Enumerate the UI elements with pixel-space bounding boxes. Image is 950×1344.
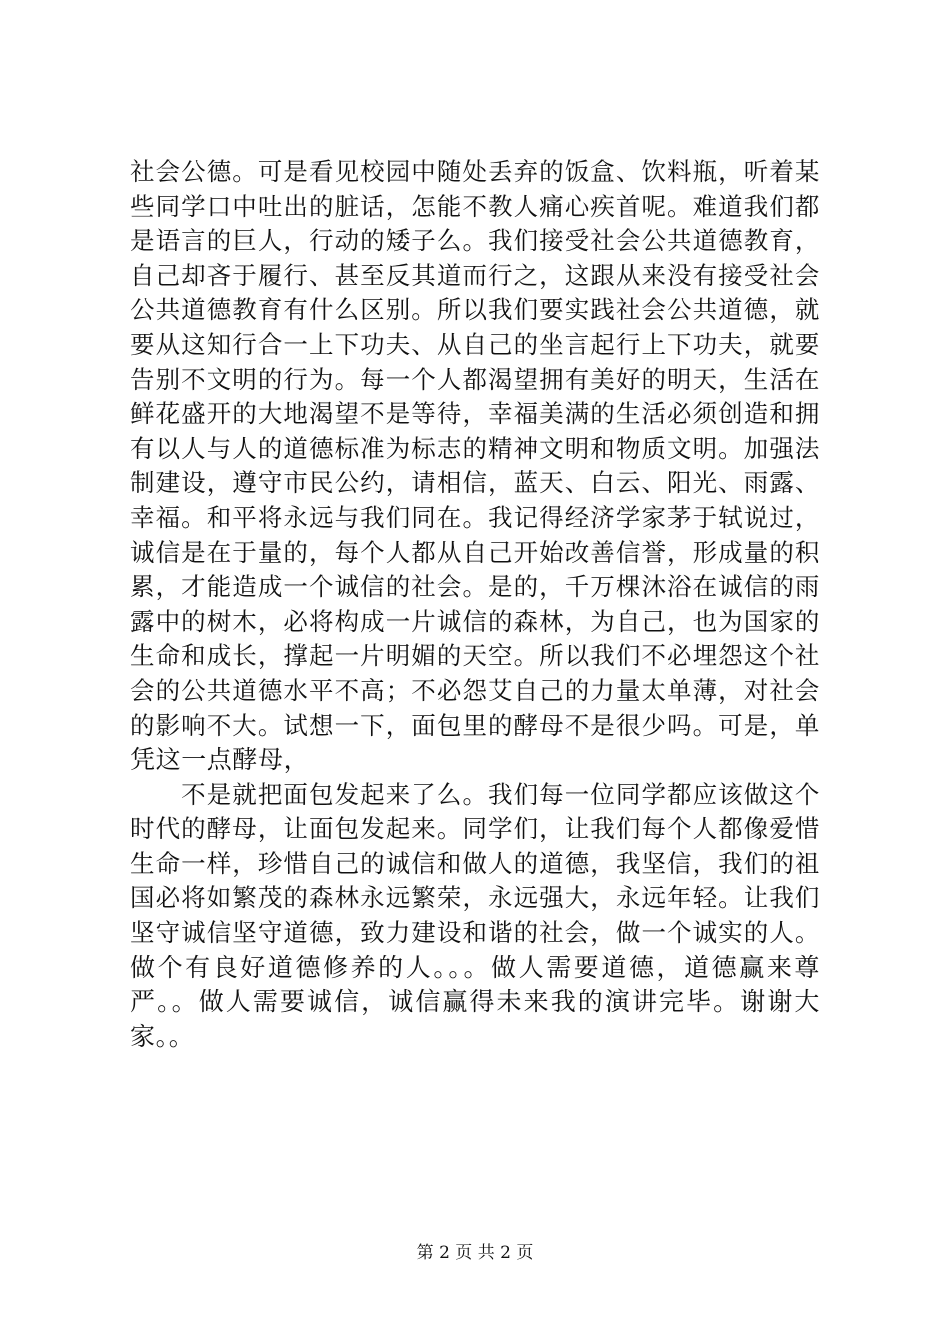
text-line: 生命和成长，撑起一片明媚的天空。所以我们不必埋怨这个社 (130, 641, 820, 671)
text-line: 严。。做人需要诚信，诚信赢得未来我的演讲完毕。谢谢大 (130, 987, 820, 1017)
text-line: 累，才能造成一个诚信的社会。是的，千万棵沐浴在诚信的雨 (130, 572, 820, 602)
text-line: 家。。 (130, 1021, 195, 1051)
text-line: 露中的树木，必将构成一片诚信的森林，为自己，也为国家的 (130, 606, 820, 636)
text-line: 幸福。和平将永远与我们同在。我记得经济学家茅于轼说过， (130, 502, 820, 532)
text-line: 自己却吝于履行、甚至反其道而行之，这跟从来没有接受社会 (130, 260, 820, 290)
text-line: 坚守诚信坚守道德，致力建设和谐的社会，做一个诚实的人。 (130, 918, 820, 948)
text-line: 不是就把面包发起来了么。我们每一位同学都应该做这个 (130, 779, 820, 809)
text-line: 凭这一点酵母， (130, 745, 310, 775)
text-line: 做个有良好道德修养的人。。。做人需要道德，道德赢来尊 (130, 952, 820, 982)
text-line: 告别不文明的行为。每一个人都渴望拥有美好的明天，生活在 (130, 364, 820, 394)
text-line: 公共道德教育有什么区别。所以我们要实践社会公共道德，就 (130, 295, 820, 325)
text-line: 会的公共道德水平不高；不必怨艾自己的力量太单薄，对社会 (130, 675, 820, 705)
text-line: 生命一样，珍惜自己的诚信和做人的道德，我坚信，我们的祖 (130, 848, 820, 878)
text-line: 些同学口中吐出的脏话，怎能不教人痛心疾首呢。难道我们都 (130, 191, 820, 221)
text-line: 鲜花盛开的大地渴望不是等待，幸福美满的生活必须创造和拥 (130, 399, 820, 429)
text-line: 是语言的巨人，行动的矮子么。我们接受社会公共道德教育， (130, 226, 820, 256)
text-line: 有以人与人的道德标准为标志的精神文明和物质文明。加强法 (130, 433, 820, 463)
body-text (130, 155, 820, 1054)
page-number: 第 2 页 共 2 页 (416, 1243, 534, 1263)
text-line: 制建设，遵守市民公约，请相信，蓝天、白云、阳光、雨露、 (130, 468, 820, 498)
text-line: 诚信是在于量的，每个人都从自己开始改善信誉，形成量的积 (130, 537, 820, 567)
text-line: 时代的酵母，让面包发起来。同学们，让我们每个人都像爱惜 (130, 814, 820, 844)
text-line: 社会公德。可是看见校园中随处丢弃的饭盒、饮料瓶，听着某 (130, 157, 820, 186)
text-line: 国必将如繁茂的森林永远繁荣，永远强大，永远年轻。让我们 (130, 883, 820, 913)
text-line: 的影响不大。试想一下，面包里的酵母不是很少吗。可是，单 (130, 710, 820, 740)
page-footer (0, 1242, 950, 1264)
text-line: 要从这知行合一上下功夫、从自己的坐言起行上下功夫，就要 (130, 329, 820, 359)
